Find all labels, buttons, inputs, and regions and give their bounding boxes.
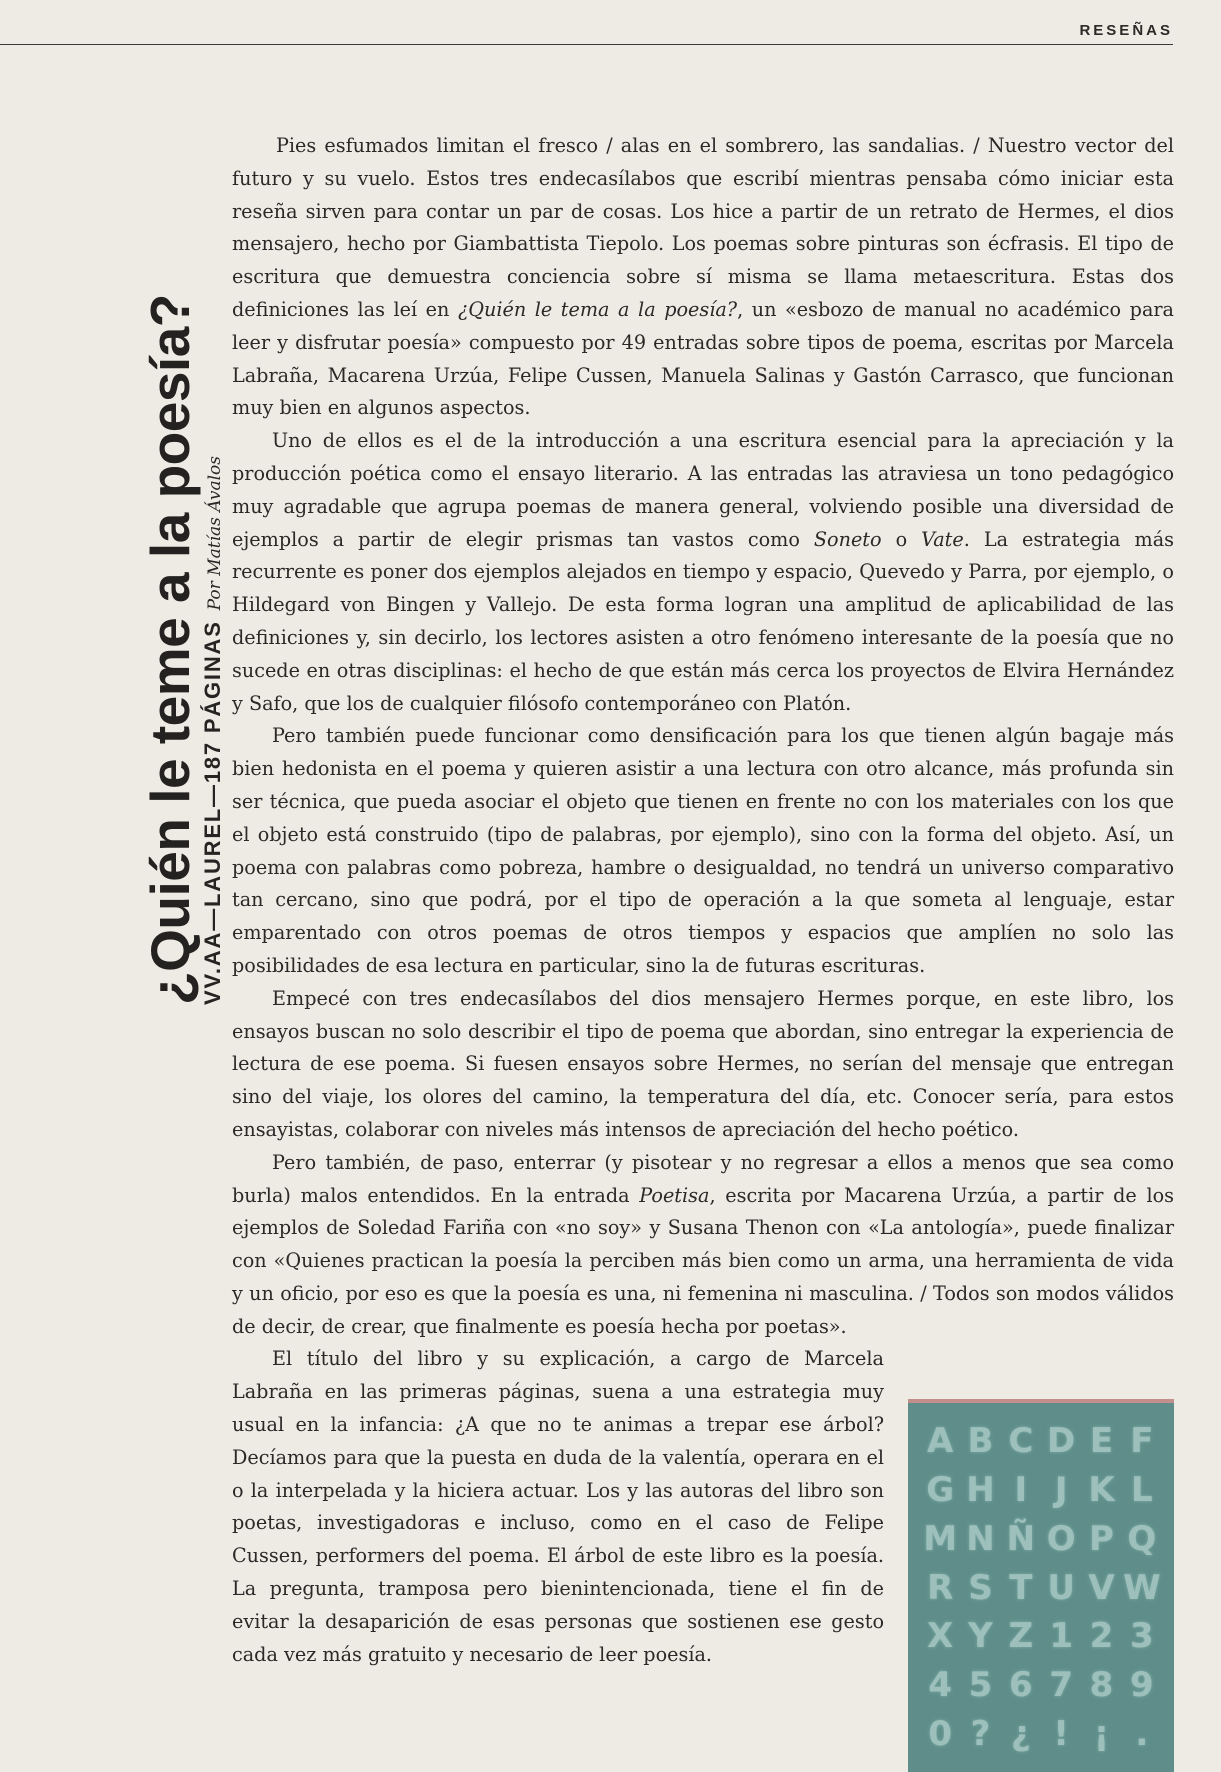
cover-letter: P xyxy=(1089,1518,1114,1559)
paragraph-4: Empecé con tres endecasílabos del dios mensajero Hermes porque, en este libro, los ensayos buscan no solo describir el tipo de poema que abordan, sino entregar la experiencia de lectura de ese poema. Si fuesen ensayos sobre Hermes, no serían del mensaje que entregan sino del viaje, los olores del camino, la temperatura del día, etc. Conocer sería, para estos ensayistas, colaborar con niveles más intensos de apreciación del hecho poético. xyxy=(232,986,1174,1141)
book-cover-image xyxy=(908,1399,1174,1772)
book-title: ¿Quién le teme a la poesía? xyxy=(139,294,201,1005)
cover-letter: O xyxy=(1046,1518,1076,1559)
cover-letter: 8 xyxy=(1089,1665,1114,1705)
cover-letter: 9 xyxy=(1129,1665,1154,1705)
paragraph-1 xyxy=(232,130,1174,425)
cover-letter: U xyxy=(1047,1567,1075,1608)
cover-letter: N xyxy=(966,1518,995,1559)
cover-letter: Z xyxy=(1008,1616,1034,1657)
book-details: VV.AA—LAUREL—187 PÁGINAS xyxy=(200,620,225,1005)
cover-letter: 1 xyxy=(1049,1616,1073,1657)
entry-name-soneto: Soneto xyxy=(813,527,882,551)
cover-letter: W xyxy=(1123,1567,1161,1608)
cover-letter: C xyxy=(1008,1421,1034,1462)
paragraph-text: Pies esfumados limitan el fresco / alas en el sombrero, las sandalias. / Nuestro vector del futuro y su vuelo. Estos tres endecasílabos que escribí mientras pensaba cómo iniciar esta reseña sirven para contar un par de cosas. Los hice a partir de un retrato de Hermes, el dios mensajero, hecho por Giambattista Tiepolo. Los poemas sobre pinturas son écfrasis. El tipo de escritura que demuestra conciencia sobre sí misma se llama metaescritura. Estas dos definiciones las leí en xyxy=(232,134,1174,321)
paragraph-text: o xyxy=(881,527,922,551)
paragraph-text: , un «esbozo de manual no académico para leer y disfrutar poesía» compuesto por 49 entradas sobre tipos de poema, escritas por Marcela Labraña, Macarena Urzúa, Felipe Cussen, Manuela Salinas y Gastón Carrasco, que funcionan muy bien en algunos aspectos. xyxy=(232,297,1174,420)
cover-letter: Y xyxy=(968,1616,993,1657)
review-author: Por Matías Ávalos xyxy=(205,456,225,611)
cover-letter: 3 xyxy=(1129,1616,1154,1657)
review-body xyxy=(232,130,1174,1772)
cover-letter: 2 xyxy=(1089,1616,1114,1657)
cover-letter: 4 xyxy=(928,1665,952,1705)
cover-letter: I xyxy=(1014,1470,1028,1511)
book-title-mention: ¿Quién le tema a la poesía? xyxy=(457,297,738,321)
cover-letter: V xyxy=(1088,1567,1115,1608)
cover-letter: H xyxy=(966,1470,995,1511)
paragraph-text: . La estrategia más recurrente es poner dos ejemplos alejados en tiempo y espacio, Quevedo y Parra, por ejemplo, o Hildegard von Bingen y Vallejo. De esta forma logran una amplitud de aplicabilidad de las definiciones y, sin decirlo, los lectores asisten a otro fenómeno interesante de la poesía que no sucede en otras disciplinas: el hecho de que están más cerca los proyectos de Elvira Hernández y Safo, que los de cualquier filósofo contemporáneo con Platón. xyxy=(232,527,1174,715)
cover-letter: ? xyxy=(970,1713,991,1754)
cover-letter: K xyxy=(1088,1470,1115,1511)
paragraph-2 xyxy=(232,425,1174,720)
book-heading xyxy=(139,294,226,1005)
cover-letter: J xyxy=(1054,1470,1068,1511)
cover-letter: ! xyxy=(1053,1713,1069,1754)
paragraph-text: Pero también, de paso, enterrar (y pisotear y no regresar a ellos a menos que sea como burla) malos entendidos. En la entrada xyxy=(232,1150,1174,1207)
cover-letter: X xyxy=(927,1616,954,1657)
paragraph-6: El título del libro y su explicación, a cargo de Marcela Labraña en las primeras páginas, suena a una estrategia muy usual en la infancia: ¿A que no te animas a trepar ese árbol? Decíamos para que la puesta en duda de la valentía, operara en el o la interpelada y la hiciera actuar. Los y las autoras del libro son poetas, investigadoras e incluso, como en el caso de Felipe Cussen, performers del poema. El árbol de este libro es la poesía. La pregunta, tramposa pero bienintencionada, tiene el fin de evitar la desaparición de esas personas que sostienen ese gesto cada vez más gratuito y necesario de leer poesía. xyxy=(232,1347,884,1666)
section-label: RESEÑAS xyxy=(1079,22,1173,39)
entry-name-vate: Vate xyxy=(921,527,964,551)
paragraph-5 xyxy=(232,1147,1174,1344)
entry-name-poetisa: Poetisa xyxy=(639,1183,710,1207)
cover-letter: E xyxy=(1089,1421,1114,1462)
cover-letter: ¿ xyxy=(1010,1713,1031,1754)
book-meta xyxy=(200,294,226,1005)
cover-letter: 7 xyxy=(1049,1665,1073,1705)
cover-letter: T xyxy=(1009,1567,1033,1608)
cover-letter: 6 xyxy=(1008,1665,1033,1705)
cover-letter-grid xyxy=(920,1417,1162,1758)
cover-letter: M xyxy=(923,1518,958,1559)
cover-letter: Ñ xyxy=(1006,1518,1036,1559)
cover-letter: F xyxy=(1130,1421,1154,1462)
cover-letter: G xyxy=(926,1470,955,1511)
header-rule xyxy=(0,44,1173,45)
cover-letter: S xyxy=(968,1567,993,1608)
cover-letter: D xyxy=(1047,1421,1076,1462)
cover-letter: B xyxy=(967,1421,994,1462)
cover-letter: ¡ xyxy=(1093,1713,1110,1754)
cover-letter: L xyxy=(1130,1470,1153,1511)
cover-letter: Q xyxy=(1127,1518,1157,1559)
cover-letter: R xyxy=(927,1567,954,1608)
paragraph-3: Pero también puede funcionar como densificación para los que tienen algún bagaje más bien hedonista en el poema y quieren asistir a una lectura con otro alcance, más profunda sin ser técnica, que pueda asociar el objeto que tienen en frente no con los materiales con los que el objeto está construido (tipo de palabras, por ejemplo), sino con la forma del objeto. Así, un poema con palabras como pobreza, hambre o desigualdad, no tendrá un universo comparativo tan cercano, sino que podrá, por el tipo de operación a la que someta al lenguaje, estar emparentado con otros poemas de otros tiempos y espacios que amplíen no solo las posibilidades de esa lectura en particular, sino la de futuras escrituras. xyxy=(232,724,1174,977)
cover-letter: A xyxy=(927,1421,954,1462)
cover-letter: 5 xyxy=(968,1665,993,1705)
paragraph-text: Uno de ellos es el de la introducción a una escritura esencial para la apreciación y la producción poética como el ensayo literario. A las entradas las atraviesa un tono pedagógico muy agradable que agrupa poemas de manera general, volviendo posible una diversidad de ejemplos a partir de elegir prismas tan vastos como xyxy=(232,429,1174,551)
cover-letter: . xyxy=(1135,1713,1149,1754)
paragraph-text: , escrita por Macarena Urzúa, a partir de los ejemplos de Soledad Fariña con «no soy» y Susana Thenon con «La antología», puede finalizar con «Quienes practican la poesía la perciben más bien como un arma, una herramienta de vida y un oficio, por eso es que la poesía es una, ni femenina ni masculina. / Todos son modos válidos de decir, de crear, que finalmente es poesía hecha por poetas». xyxy=(232,1183,1175,1338)
cover-letter: 0 xyxy=(928,1713,952,1754)
